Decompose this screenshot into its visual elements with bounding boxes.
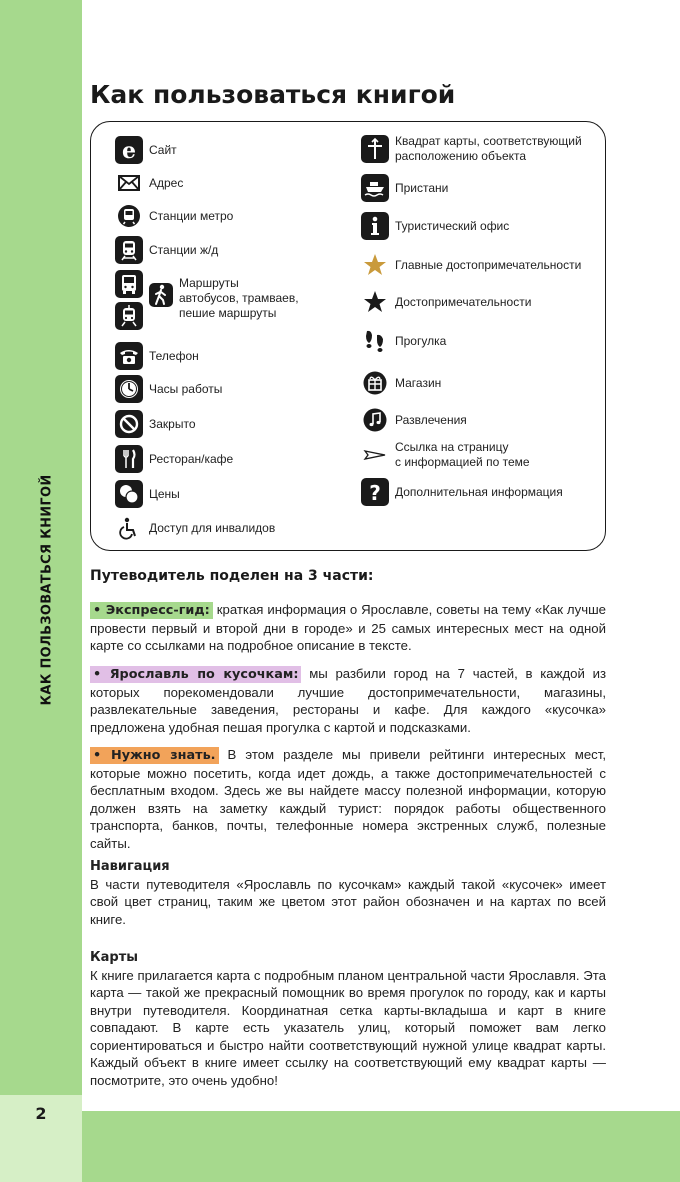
legend-label: Магазин xyxy=(395,375,442,390)
legend-item-walk xyxy=(361,327,446,355)
ship-icon xyxy=(361,174,389,202)
legend-item-hours xyxy=(115,375,222,403)
train-icon xyxy=(115,236,143,264)
legend-label-line: пешие маршруты xyxy=(179,306,277,320)
legend-item-routes xyxy=(115,270,299,330)
legend-label: Развлечения xyxy=(395,412,467,427)
clock-icon xyxy=(115,375,143,403)
legend-item-phone xyxy=(115,342,199,370)
map-square-icon xyxy=(361,135,389,163)
bus-tram-walk-icon xyxy=(115,270,143,330)
footprints-icon xyxy=(361,327,389,355)
maps-heading: Карты xyxy=(90,950,138,965)
arrow-link-icon xyxy=(361,441,389,469)
closed-icon xyxy=(115,410,143,438)
envelope-icon xyxy=(115,169,143,197)
legend-label: Дополнительная информация xyxy=(395,484,563,499)
bus-icon xyxy=(115,270,143,298)
restaurant-icon xyxy=(115,445,143,473)
part-tag-must-know: • Нужно знать. xyxy=(90,747,219,764)
gift-icon xyxy=(361,369,389,397)
legend-item-entertainment xyxy=(361,406,467,434)
part-tag-pieces: • Ярославль по кусочкам: xyxy=(90,666,301,683)
parts-subtitle: Путеводитель поделен на 3 части: xyxy=(90,568,374,584)
legend-item-sights xyxy=(361,288,531,316)
maps-section xyxy=(90,949,606,1089)
legend-label-routes xyxy=(179,276,299,321)
page-number: 2 xyxy=(35,1104,47,1123)
legend-item-piers xyxy=(361,174,448,202)
legend-item-page-link xyxy=(361,440,530,470)
legend-label: Цены xyxy=(149,486,180,501)
legend-item-prices xyxy=(115,480,180,508)
legend-item-site xyxy=(115,136,177,164)
svg-text:e: e xyxy=(122,138,136,162)
legend-label-map-square xyxy=(395,134,582,164)
legend-item-wheelchair xyxy=(115,514,275,542)
navigation-section xyxy=(90,858,606,928)
legend-label: Адрес xyxy=(149,175,184,190)
part-text: мы разбили город на 7 частей, в каждой из которых порекомендовали лучшие достопримечательности, магазины, развлекательные заведения, рестораны и кафе. Для каждого «кусочка» предложена удобная пешая прогулка с картой и подсказками. xyxy=(90,666,606,735)
legend-item-train xyxy=(115,236,218,264)
part-must-know xyxy=(90,746,606,852)
music-icon xyxy=(361,406,389,434)
phone-icon xyxy=(115,342,143,370)
part-express xyxy=(90,601,606,655)
metro-icon xyxy=(115,202,143,230)
legend-label: Ресторан/кафе xyxy=(149,451,234,466)
legend-label-line: автобусов, трамваев, xyxy=(179,291,299,305)
legend-label: Телефон xyxy=(149,348,199,363)
legend-label: Туристический офис xyxy=(395,218,510,233)
legend-label: Станции метро xyxy=(149,208,234,223)
legend-item-map-square xyxy=(361,134,582,164)
page-title: Как пользоваться книгой xyxy=(90,80,456,109)
navigation-heading: Навигация xyxy=(90,859,170,874)
legend-label: Пристани xyxy=(395,180,449,195)
walk-icon xyxy=(149,283,173,307)
e-site-icon xyxy=(115,136,143,164)
bottom-color-band xyxy=(82,1111,680,1182)
legend-label-line: Ссылка на страницу xyxy=(395,440,509,454)
legend-item-shop xyxy=(361,369,441,397)
legend-label: Прогулка xyxy=(395,333,447,348)
maps-text: К книге прилагается карта с подробным планом центральной части Ярославля. Эта карта — такой же прекрасный помощник во время прогулок по городу, как и карты внутри путеводителя. Координатная сетка карты-вкладыша и карт в книге совпадают. В карте есть указатель улиц, который поможет вам легко сориентироваться и быстро найти соответствующий нужной улице квадрат карты. Каждый объект в книге имеет ссылку на соответствующий ему квадрат карты — посмотрите, это очень удобно! xyxy=(90,967,606,1088)
navigation-text: В части путеводителя «Ярославль по кусочкам» каждый такой «кусочек» имеет свой цвет страниц, таким же цветом этот район обозначен и на картах по всей книге. xyxy=(90,876,606,927)
legend-label: Закрыто xyxy=(149,416,196,431)
legend-item-metro xyxy=(115,202,233,230)
info-icon xyxy=(361,212,389,240)
part-text: В этом разделе мы привели рейтинги интересных мест, которые можно посетить, когда идет дождь, а также достопримечательностей с бесплатным входом. Здесь же вы найдете массу полезной информации, которую должен взять на заметку каждый турист: порядок работы общественного транспорта, банков, почты, телефонные номера экстренных служб, полезные сайты. xyxy=(90,747,606,851)
svg-text:?: ? xyxy=(369,481,381,504)
gold-star-icon xyxy=(361,251,389,279)
legend-label-line: Квадрат карты, соответствующий xyxy=(395,134,582,148)
legend-label-line: расположению объекта xyxy=(395,149,527,163)
legend-item-address xyxy=(115,169,183,197)
legend-label: Часы работы xyxy=(149,381,223,396)
legend-label: Доступ для инвалидов xyxy=(149,520,276,535)
side-section-label: КАК ПОЛЬЗОВАТЬСЯ КНИГОЙ xyxy=(39,474,55,706)
legend-label: Главные достопримечательности xyxy=(395,257,582,272)
part-pieces xyxy=(90,665,606,736)
legend-label-line: с информацией по теме xyxy=(395,455,530,469)
legend-item-main-sights xyxy=(361,251,581,279)
legend-label: Станции ж/д xyxy=(149,242,219,257)
tram-icon xyxy=(115,302,143,330)
black-star-icon xyxy=(361,288,389,316)
legend-item-closed xyxy=(115,410,196,438)
legend-box xyxy=(90,121,606,551)
legend-label: Сайт xyxy=(149,142,177,157)
legend-label-page-link xyxy=(395,440,530,470)
wheelchair-icon xyxy=(115,514,143,542)
legend-item-info xyxy=(361,212,509,240)
coins-icon xyxy=(115,480,143,508)
part-tag-express: • Экспресс-гид: xyxy=(90,602,213,619)
legend-label-line: Маршруты xyxy=(179,276,239,290)
part-text: краткая информация о Ярославле, советы на тему «Как лучше провести первый и второй дни в городе» и 25 самых интересных мест на одной карте со ссылками на подробное описание в тексте. xyxy=(90,602,606,653)
legend-item-restaurant xyxy=(115,445,233,473)
legend-label: Достопримечательности xyxy=(395,294,532,309)
legend-item-extra-info xyxy=(361,478,563,506)
question-icon xyxy=(361,478,389,506)
